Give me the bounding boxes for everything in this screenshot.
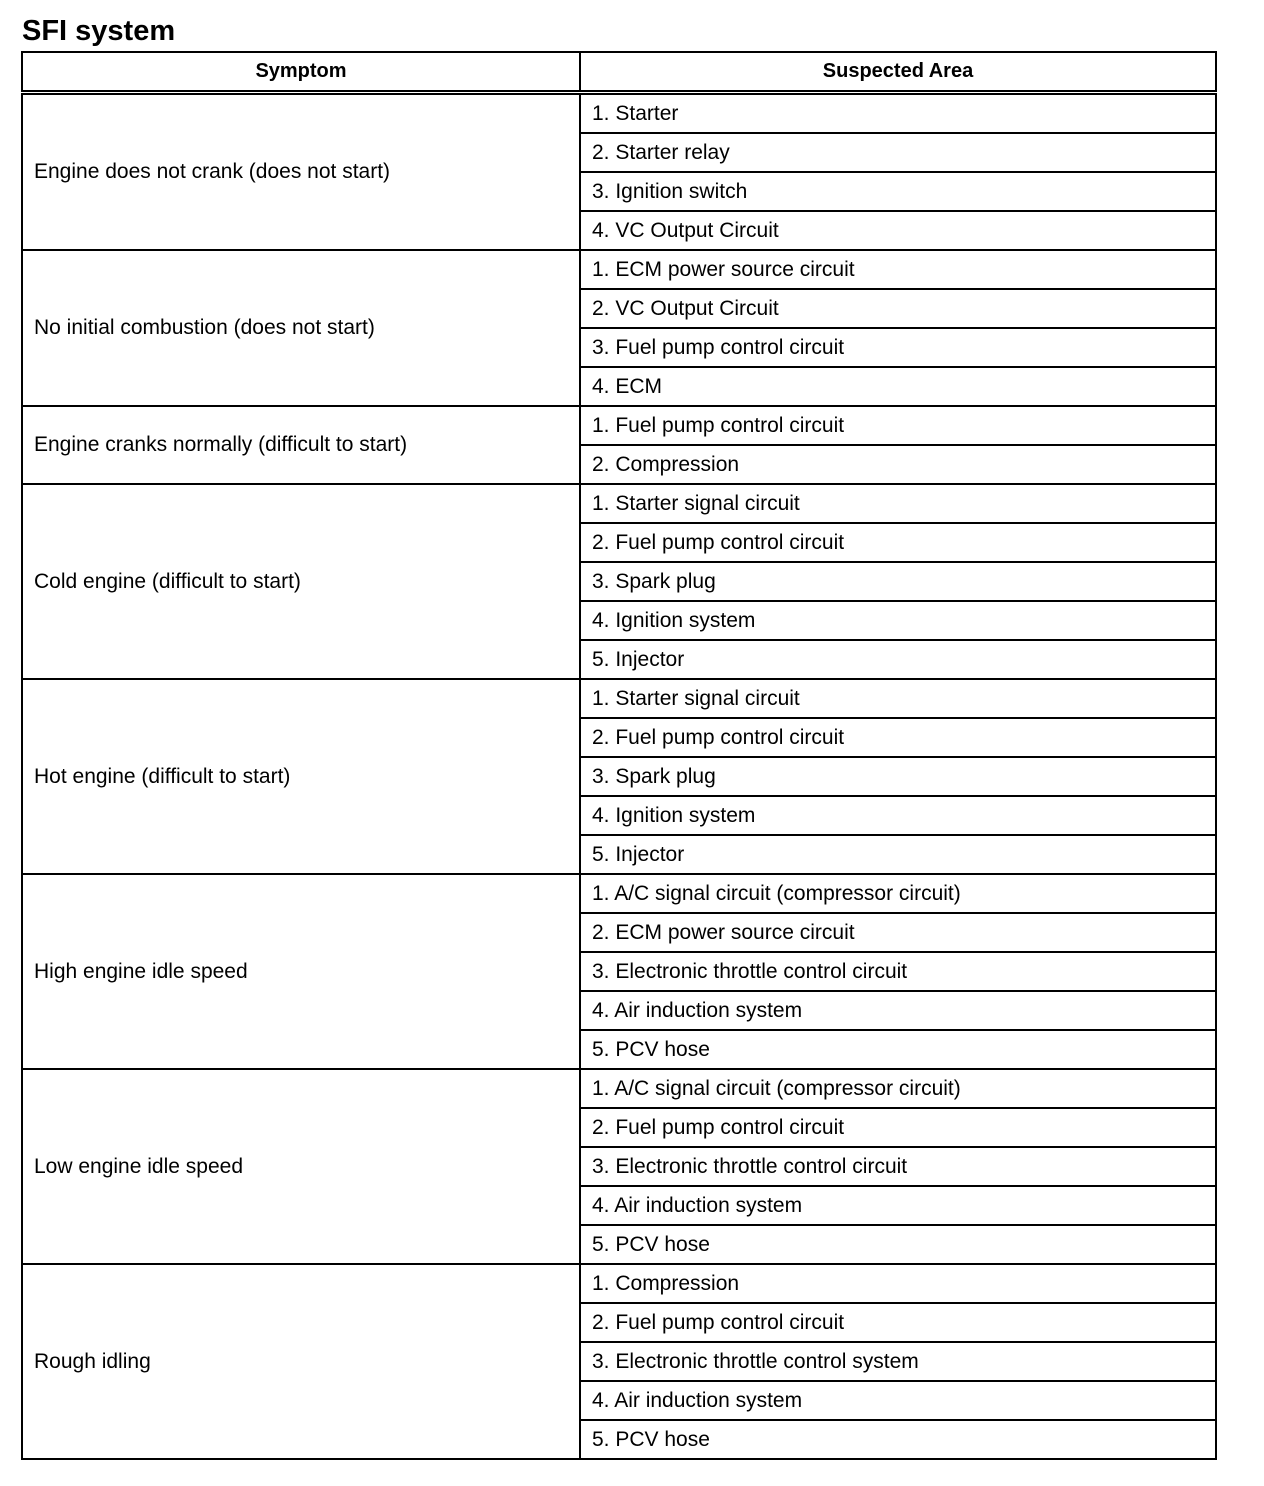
suspected-area-cell: 4. VC Output Circuit [580, 211, 1216, 250]
sfi-symptom-table [21, 51, 1217, 1460]
table-row [22, 93, 1216, 134]
suspected-area-cell: 1. A/C signal circuit (compressor circuit) [580, 1069, 1216, 1108]
symptom-cell: Cold engine (difficult to start) [22, 484, 580, 679]
symptom-cell: High engine idle speed [22, 874, 580, 1069]
table-row [22, 250, 1216, 289]
suspected-area-cell: 4. Ignition system [580, 796, 1216, 835]
suspected-area-cell: 1. Fuel pump control circuit [580, 406, 1216, 445]
suspected-area-cell: 1. A/C signal circuit (compressor circuit) [580, 874, 1216, 913]
symptom-cell: Low engine idle speed [22, 1069, 580, 1264]
suspected-area-cell: 1. Starter [580, 93, 1216, 134]
suspected-area-cell: 2. Fuel pump control circuit [580, 1303, 1216, 1342]
suspected-area-cell: 3. Electronic throttle control system [580, 1342, 1216, 1381]
suspected-area-cell: 1. Compression [580, 1264, 1216, 1303]
table-row [22, 406, 1216, 445]
table-row [22, 1264, 1216, 1303]
table-row [22, 874, 1216, 913]
suspected-area-cell: 2. VC Output Circuit [580, 289, 1216, 328]
symptom-cell: Engine does not crank (does not start) [22, 93, 580, 251]
table-row [22, 679, 1216, 718]
suspected-area-cell: 1. Starter signal circuit [580, 484, 1216, 523]
suspected-area-cell: 1. Starter signal circuit [580, 679, 1216, 718]
symptom-column-header: Symptom [22, 52, 580, 93]
suspected-area-cell: 3. Electronic throttle control circuit [580, 952, 1216, 991]
suspected-area-cell: 2. Compression [580, 445, 1216, 484]
table-row [22, 1069, 1216, 1108]
suspected-area-cell: 2. Fuel pump control circuit [580, 523, 1216, 562]
suspected-area-cell: 1. ECM power source circuit [580, 250, 1216, 289]
suspected-area-column-header: Suspected Area [580, 52, 1216, 93]
suspected-area-cell: 4. Air induction system [580, 991, 1216, 1030]
suspected-area-cell: 3. Electronic throttle control circuit [580, 1147, 1216, 1186]
table-header-row [22, 52, 1216, 93]
suspected-area-cell: 5. Injector [580, 835, 1216, 874]
symptom-cell: Engine cranks normally (difficult to start) [22, 406, 580, 484]
suspected-area-cell: 4. Air induction system [580, 1381, 1216, 1420]
suspected-area-cell: 5. PCV hose [580, 1420, 1216, 1459]
suspected-area-cell: 2. Fuel pump control circuit [580, 1108, 1216, 1147]
suspected-area-cell: 4. Ignition system [580, 601, 1216, 640]
suspected-area-cell: 2. Fuel pump control circuit [580, 718, 1216, 757]
suspected-area-cell: 5. Injector [580, 640, 1216, 679]
page-title: SFI system [22, 15, 176, 47]
suspected-area-cell: 3. Fuel pump control circuit [580, 328, 1216, 367]
suspected-area-cell: 3. Spark plug [580, 757, 1216, 796]
suspected-area-cell: 5. PCV hose [580, 1030, 1216, 1069]
suspected-area-cell: 3. Spark plug [580, 562, 1216, 601]
symptom-cell: Rough idling [22, 1264, 580, 1459]
symptom-cell: No initial combustion (does not start) [22, 250, 580, 406]
suspected-area-cell: 4. Air induction system [580, 1186, 1216, 1225]
suspected-area-cell: 5. PCV hose [580, 1225, 1216, 1264]
table-body [22, 93, 1216, 1460]
suspected-area-cell: 4. ECM [580, 367, 1216, 406]
suspected-area-cell: 3. Ignition switch [580, 172, 1216, 211]
suspected-area-cell: 2. ECM power source circuit [580, 913, 1216, 952]
suspected-area-cell: 2. Starter relay [580, 133, 1216, 172]
table-row [22, 484, 1216, 523]
symptom-cell: Hot engine (difficult to start) [22, 679, 580, 874]
